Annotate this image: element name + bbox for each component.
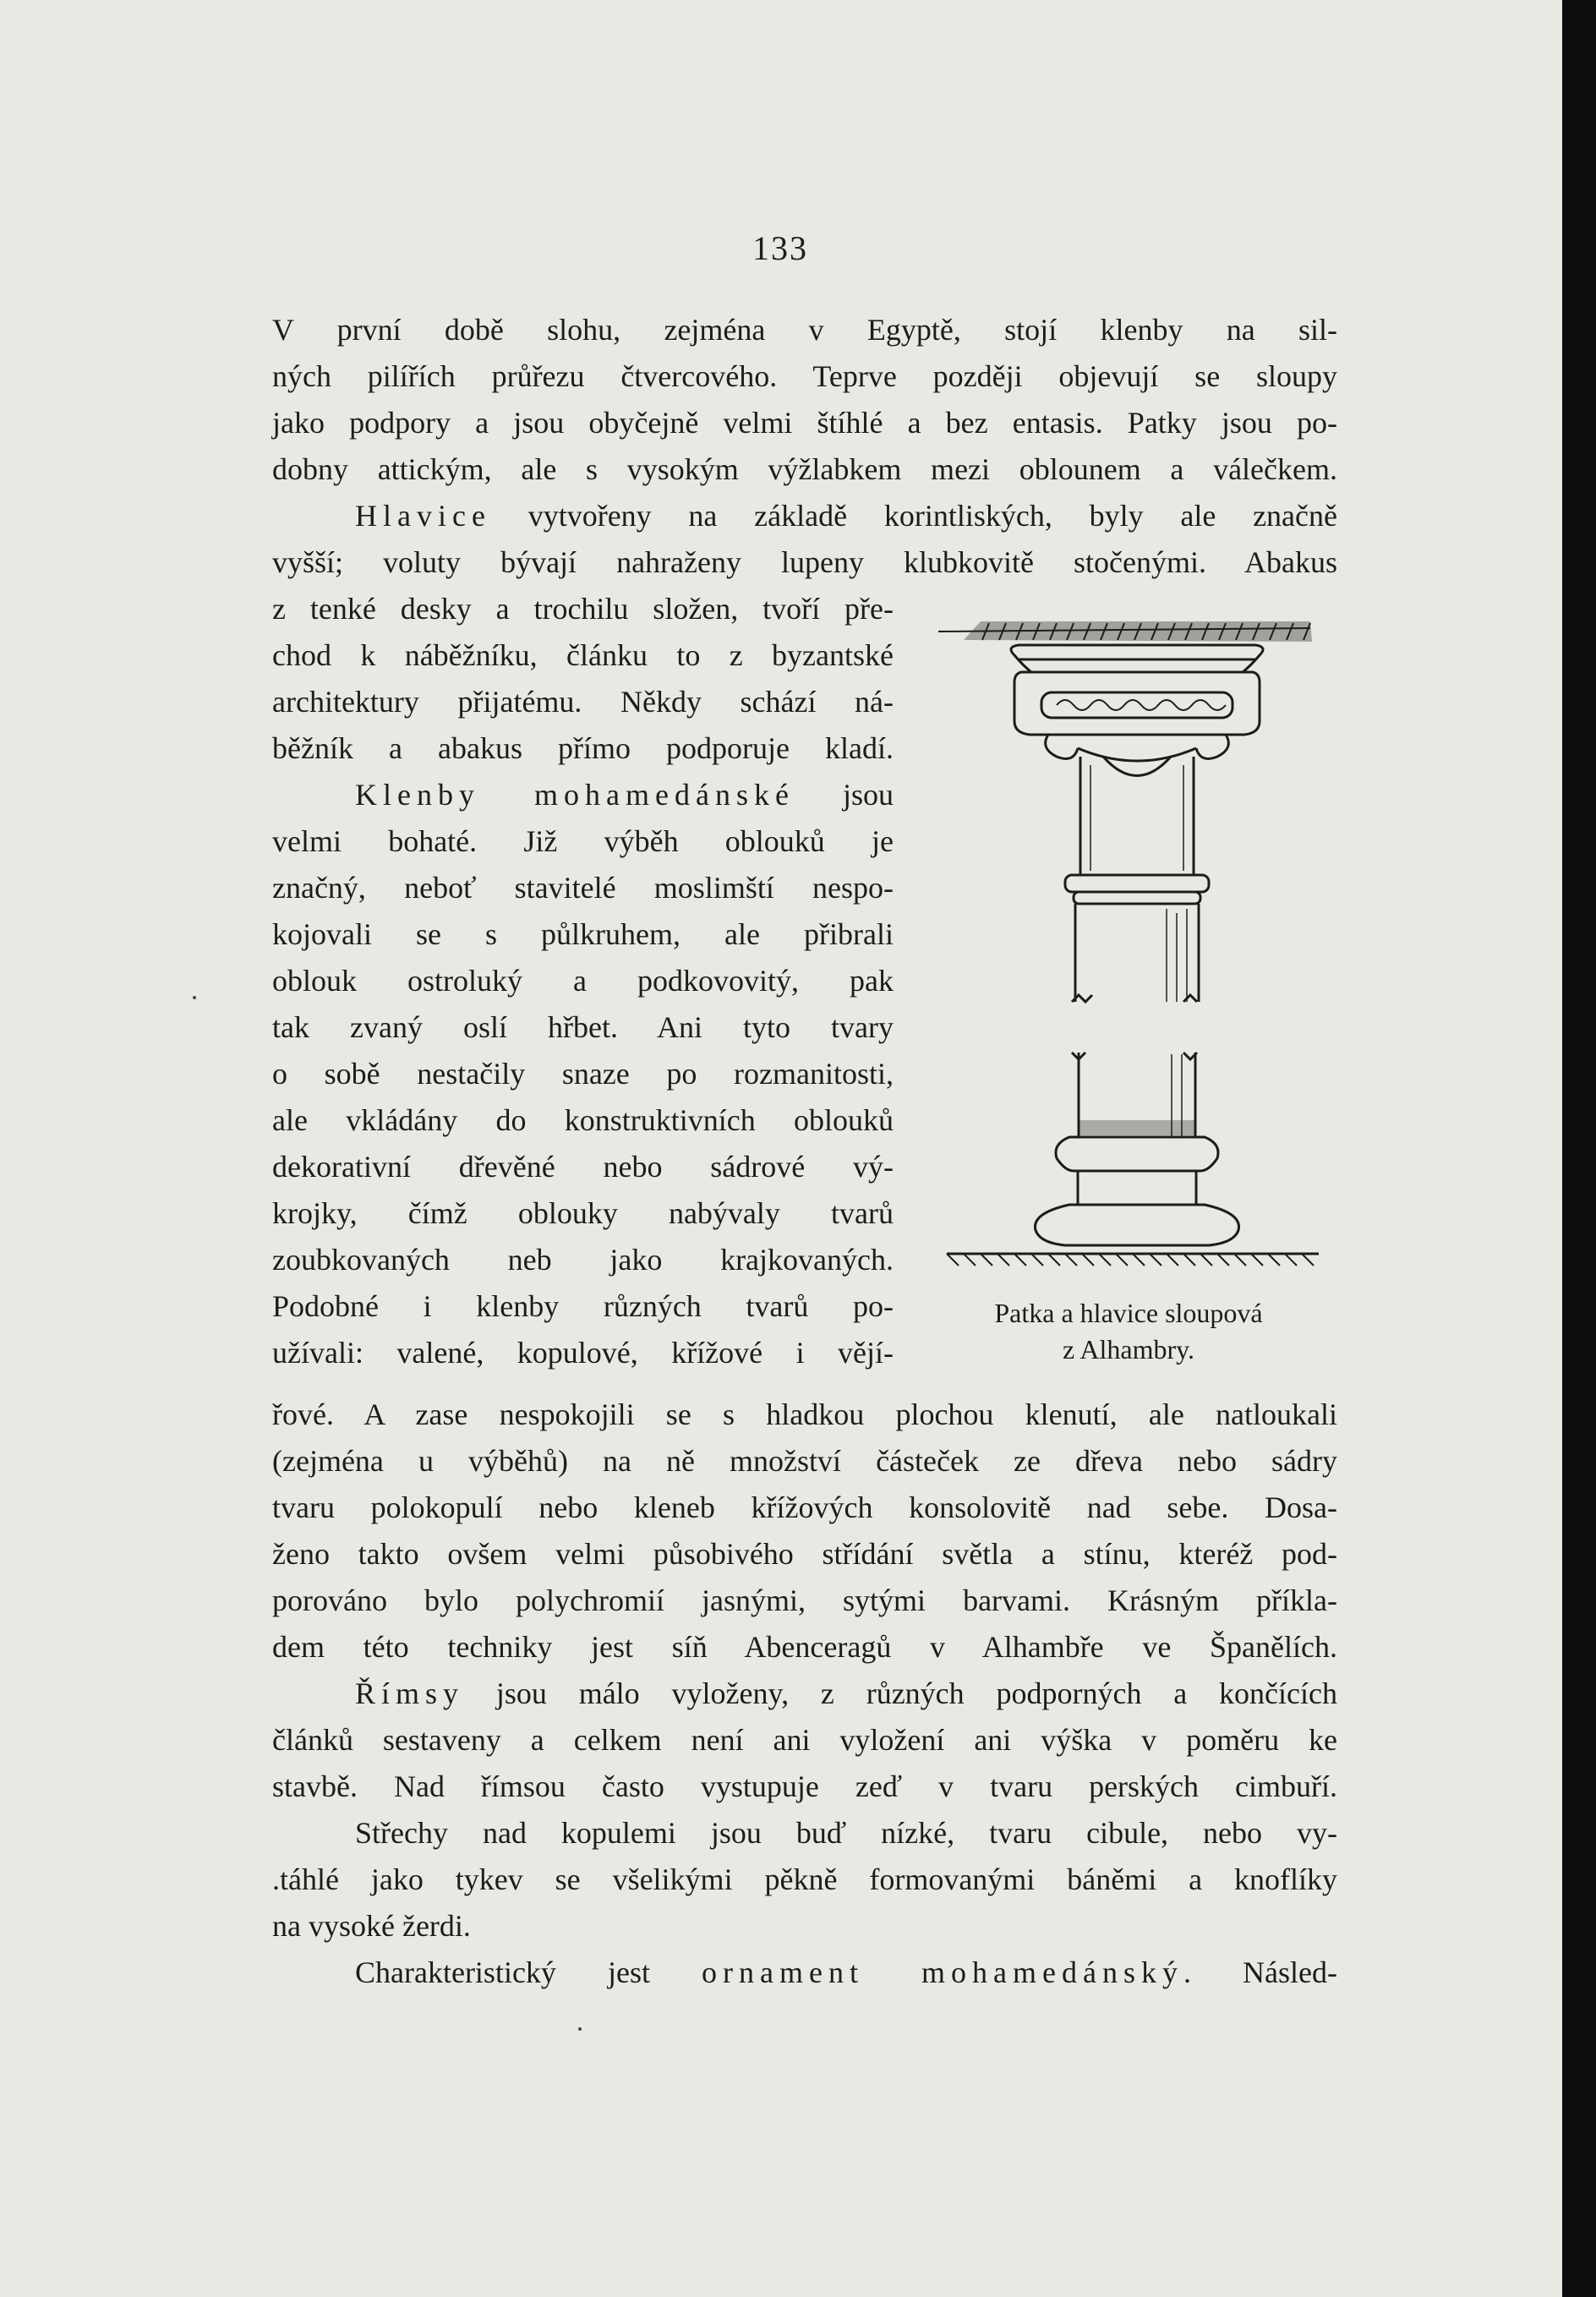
text-line: tak zvaný oslí hřbet. Ani tyto tvary [272,1010,894,1044]
text-line: jako podpory a jsou obyčejně velmi štíhlé a bez entasis. Patky jsou po- [272,406,1337,440]
column-illustration [930,621,1327,1281]
text-line: Podobné i klenby různých tvarů po- [272,1289,894,1323]
text-line: ženo takto ovšem velmi působivého střídání světla a stínu, kteréž pod- [272,1537,1337,1571]
text-line [355,500,1337,531]
text-line: vyšší; voluty bývají nahraženy lupeny klubkovitě stočenými. Abakus [272,545,1337,579]
text-line: chod k náběžníku, článku to z byzantské [272,638,894,672]
text-line: dem této techniky jest síň Abenceragů v Alhambře ve Španělích. [272,1630,1337,1664]
text-line: stavbě. Nad římsou často vystupuje zeď v tvaru perských cimbuří. [272,1769,1337,1803]
figure-caption-line-1: Patka a hlavice sloupová [994,1298,1263,1328]
text-line: Střechy nad kopulemi jsou buď nízké, tvaru cibule, nebo vy- [355,1816,1337,1850]
text-line: značný, neboť stavitelé moslimští nespo- [272,871,894,905]
text-line: užívali: valené, kopulové, křížové i vějí- [272,1336,894,1370]
text-line: architektury přijatému. Někdy schází ná- [272,685,894,719]
text-line: článků sestaveny a celkem není ani vyložení ani výška v poměru ke [272,1723,1337,1757]
spaced-term: Římsy [355,1676,465,1710]
text-line: dekorativní dřevěné nebo sádrové vý- [272,1150,894,1184]
text-run: jsou málo vyloženy, z různých podporných a končících [495,1676,1337,1710]
text-line: porováno bylo polychromií jasnými, sytými barvami. Krásným příkla- [272,1583,1337,1617]
text-line: tvaru polokopulí nebo kleneb křížových konsolovitě nad sebe. Dosa- [272,1490,1337,1524]
spaced-term: ornament mohamedánský [702,1955,1183,1989]
text-line: ale vkládány do konstruktivních oblouků [272,1103,894,1137]
spaced-term: Klenby mohamedánské [355,778,795,812]
text-line: o sobě nestačily snaze po rozmanitosti, [272,1057,894,1091]
text-line: .táhlé jako tykev se všelikými pěkně formovanými báněmi a knoflíky [272,1862,1337,1896]
text-line: V první době slohu, zejména v Egyptě, stojí klenby na sil- [272,313,1337,347]
text-line: oblouk ostroluký a podkovovitý, pak [272,964,894,998]
ink-speck [193,996,196,999]
scan-edge [1562,0,1596,2297]
text-run: vytvořeny na základě korintliských, byly ale značně [527,499,1337,533]
text-line: krojky, čímž oblouky nabývaly tvarů [272,1196,894,1230]
text-line: dobny attickým, ale s vysokým výžlabkem mezi oblounem a válečkem. [272,452,1337,486]
ink-speck [578,2027,582,2031]
text-line: na vysoké žerdi. [272,1909,471,1943]
text-line: běžník a abakus přímo podporuje kladí. [272,731,894,765]
text-line [355,1678,1337,1709]
spaced-term: Hlavice [355,499,491,533]
figure-caption-line-2: z Alhambry. [1062,1334,1195,1365]
text-line [355,779,894,810]
text-line: z tenké desky a trochilu složen, tvoří pře- [272,592,894,626]
text-run: jsou [843,778,894,812]
text-run: Charakteristický jest [355,1955,650,1989]
text-line: kojovali se s půlkruhem, ale přibrali [272,917,894,951]
text-line: (zejména u výběhů) na ně množství částeček ze dřeva nebo sádry [272,1444,1337,1478]
text-run: . Násled- [1183,1955,1337,1989]
page-number: 133 [752,229,808,267]
text-line [355,1957,1337,1988]
text-line: ných pilířích průřezu čtvercového. Teprve později objevují se sloupy [272,359,1337,393]
text-line: velmi bohaté. Již výběh oblouků je [272,824,894,858]
text-line: zoubkovaných neb jako krajkovaných. [272,1243,894,1277]
text-line: řové. A zase nespokojili se s hladkou plochou klenutí, ale natloukali [272,1397,1337,1431]
